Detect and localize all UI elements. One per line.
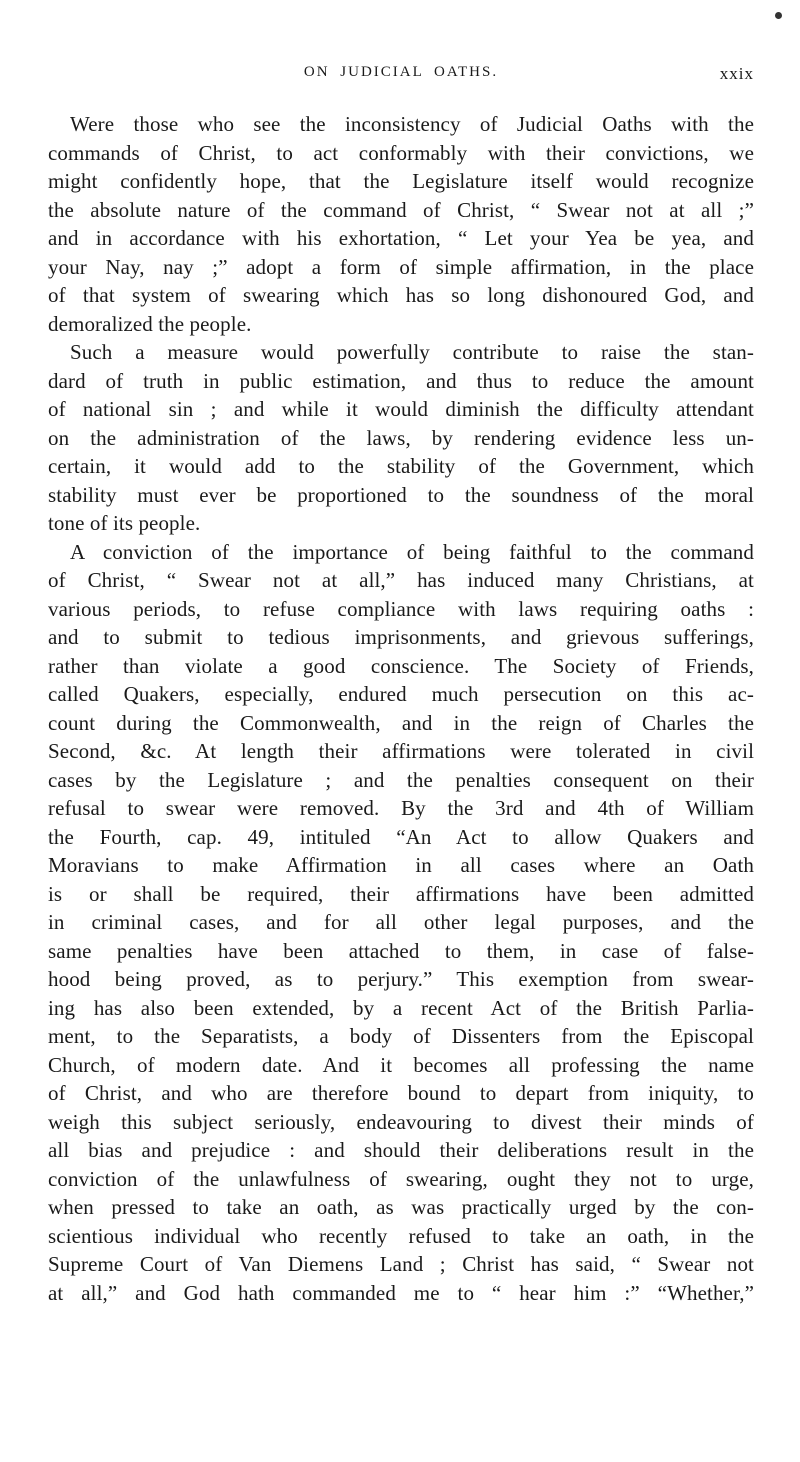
text-line: demoralized the people. [48,311,252,336]
text-line: at all,” and God hath commanded me to “ hear him :” “Whether,” [48,1280,754,1305]
text-line: of Christ, “ Swear not at all,” has induced many Christians, at [48,568,754,592]
text-line: Supreme Court of Van Diemens Land ; Christ has said, “ Swear not [48,1252,754,1276]
text-line: on the administration of the laws, by rendering evidence less un- [48,425,754,450]
text-line: rather than violate a good conscience. The Society of Friends, [48,653,754,678]
text-line: Such a measure would powerfully contribute to raise the stan- [70,340,754,364]
text-line: of national sin ; and while it would diminish the difficulty attendant [48,397,754,421]
text-line: conviction of the unlawfulness of swearing, ought they not to urge, [48,1166,754,1191]
text-line: weigh this subject seriously, endeavouring to divest their minds of [48,1109,754,1134]
text-line: tone of its people. [48,511,201,535]
text-line: all bias and prejudice : and should their deliberations result in the [48,1138,754,1162]
paragraph-1 [48,110,754,338]
ink-dot-mark [775,12,782,19]
text-line: ment, to the Separatists, a body of Dissenters from the Episcopal [48,1024,754,1048]
text-line: hood being proved, as to perjury.” This exemption from swear- [48,967,754,991]
text-line: ing has also been extended, by a recent Act of the British Parlia- [48,995,754,1020]
running-title: ON JUDICIAL OATHS. [303,64,499,80]
text-line: certain, it would add to the stability of the Government, which [48,454,754,478]
running-head [48,64,754,90]
text-line: of that system of swearing which has so long dishonoured God, and [48,283,754,307]
text-line: is or shall be required, their affirmations have been admitted [48,881,754,906]
text-line: of Christ, and who are therefore bound to depart from iniquity, to [48,1081,754,1105]
text-line: scientious individual who recently refused to take an oath, in the [48,1223,754,1248]
text-line: various periods, to refuse compliance with laws requiring oaths : [48,596,754,621]
text-line: count during the Commonwealth, and in the reign of Charles the [48,710,754,735]
paragraph-3 [48,538,754,1308]
text-line: dard of truth in public estimation, and thus to reduce the amount [48,368,754,393]
text-line: and in accordance with his exhortation, “ Let your Yea be yea, and [48,226,754,250]
body-text [48,110,754,1307]
paragraph-2 [48,338,754,538]
text-line: same penalties have been attached to them, in case of false- [48,938,754,963]
text-line: Second, &c. At length their affirmations were tolerated in civil [48,739,754,763]
text-line: cases by the Legislature ; and the penalties consequent on their [48,767,754,792]
text-line: the absolute nature of the command of Christ, “ Swear not at all ;” [48,197,754,222]
text-line: might confidently hope, that the Legislature itself would recognize [48,169,754,193]
text-line: Church, of modern date. And it becomes all professing the name [48,1052,754,1077]
text-line: when pressed to take an oath, as was practically urged by the con- [48,1195,754,1219]
text-line: commands of Christ, to act conformably with their convictions, we [48,140,754,165]
text-line: refusal to swear were removed. By the 3rd and 4th of William [48,796,754,820]
text-line: your Nay, nay ;” adopt a form of simple affirmation, in the place [48,254,754,279]
text-line: called Quakers, especially, endured much persecution on this ac- [48,682,754,706]
page-number: xxix [719,64,754,83]
text-line: the Fourth, cap. 49, intituled “An Act to allow Quakers and [48,824,754,849]
text-line: and to submit to tedious imprisonments, and grievous sufferings, [48,625,754,649]
text-line: Were those who see the inconsistency of Judicial Oaths with the [70,112,754,136]
text-line: stability must ever be proportioned to the soundness of the moral [48,482,754,507]
text-line: in criminal cases, and for all other legal purposes, and the [48,910,754,934]
text-line: Moravians to make Affirmation in all cases where an Oath [48,853,754,877]
text-line: A conviction of the importance of being faithful to the command [70,539,754,564]
